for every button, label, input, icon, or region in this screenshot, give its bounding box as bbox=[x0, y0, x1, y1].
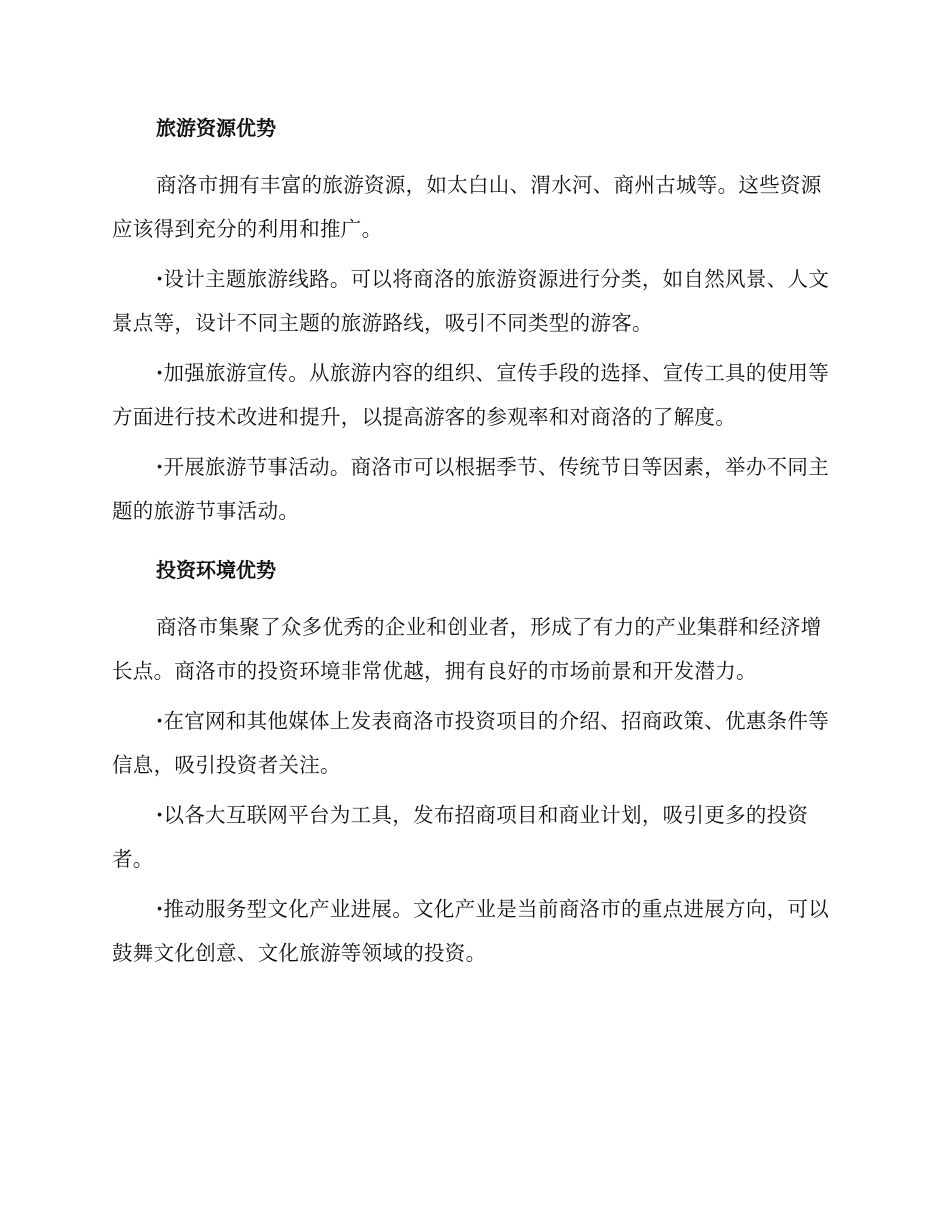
document-content bbox=[112, 113, 838, 981]
section-intro: 商洛市拥有丰富的旅游资源，如太白山、渭水河、商州古城等。这些资源应该得到充分的利用和推广。 bbox=[112, 173, 822, 241]
bullet-marker: · bbox=[156, 455, 164, 479]
bullet-marker: · bbox=[156, 361, 164, 385]
bullet-text: 在官网和其他媒体上发表商洛市投资项目的介绍、招商政策、优惠条件等信息，吸引投资者关注。 bbox=[112, 709, 830, 777]
bullet-marker: · bbox=[156, 897, 164, 921]
bullet-item bbox=[112, 445, 838, 533]
bullet-item bbox=[112, 699, 838, 787]
section-intro: 商洛市集聚了众多优秀的企业和创业者，形成了有力的产业集群和经济增长点。商洛市的投资环境非常优越，拥有良好的市场前景和开发潜力。 bbox=[112, 615, 822, 683]
bullet-item bbox=[112, 793, 838, 881]
section-heading: 旅游资源优势 bbox=[156, 116, 276, 140]
bullet-text: 推动服务型文化产业进展。文化产业是当前商洛市的重点进展方向，可以鼓舞文化创意、文化旅游等领域的投资。 bbox=[112, 897, 830, 965]
bullet-item bbox=[112, 351, 838, 439]
section-investment bbox=[112, 555, 838, 975]
bullet-marker: · bbox=[156, 709, 164, 733]
section-tourism bbox=[112, 113, 838, 533]
bullet-text: 设计主题旅游线路。可以将商洛的旅游资源进行分类，如自然风景、人文景点等，设计不同主题的旅游路线，吸引不同类型的游客。 bbox=[112, 267, 830, 335]
bullet-marker: · bbox=[156, 803, 164, 827]
bullet-text: 以各大互联网平台为工具，发布招商项目和商业计划，吸引更多的投资者。 bbox=[112, 803, 809, 871]
section-heading: 投资环境优势 bbox=[156, 558, 276, 582]
bullet-text: 开展旅游节事活动。商洛市可以根据季节、传统节日等因素，举办不同主题的旅游节事活动。 bbox=[112, 455, 830, 523]
bullet-marker: · bbox=[156, 267, 164, 291]
bullet-item bbox=[112, 257, 838, 345]
bullet-text: 加强旅游宣传。从旅游内容的组织、宣传手段的选择、宣传工具的使用等方面进行技术改进和提升，以提高游客的参观率和对商洛的了解度。 bbox=[112, 361, 830, 429]
bullet-item bbox=[112, 887, 838, 975]
